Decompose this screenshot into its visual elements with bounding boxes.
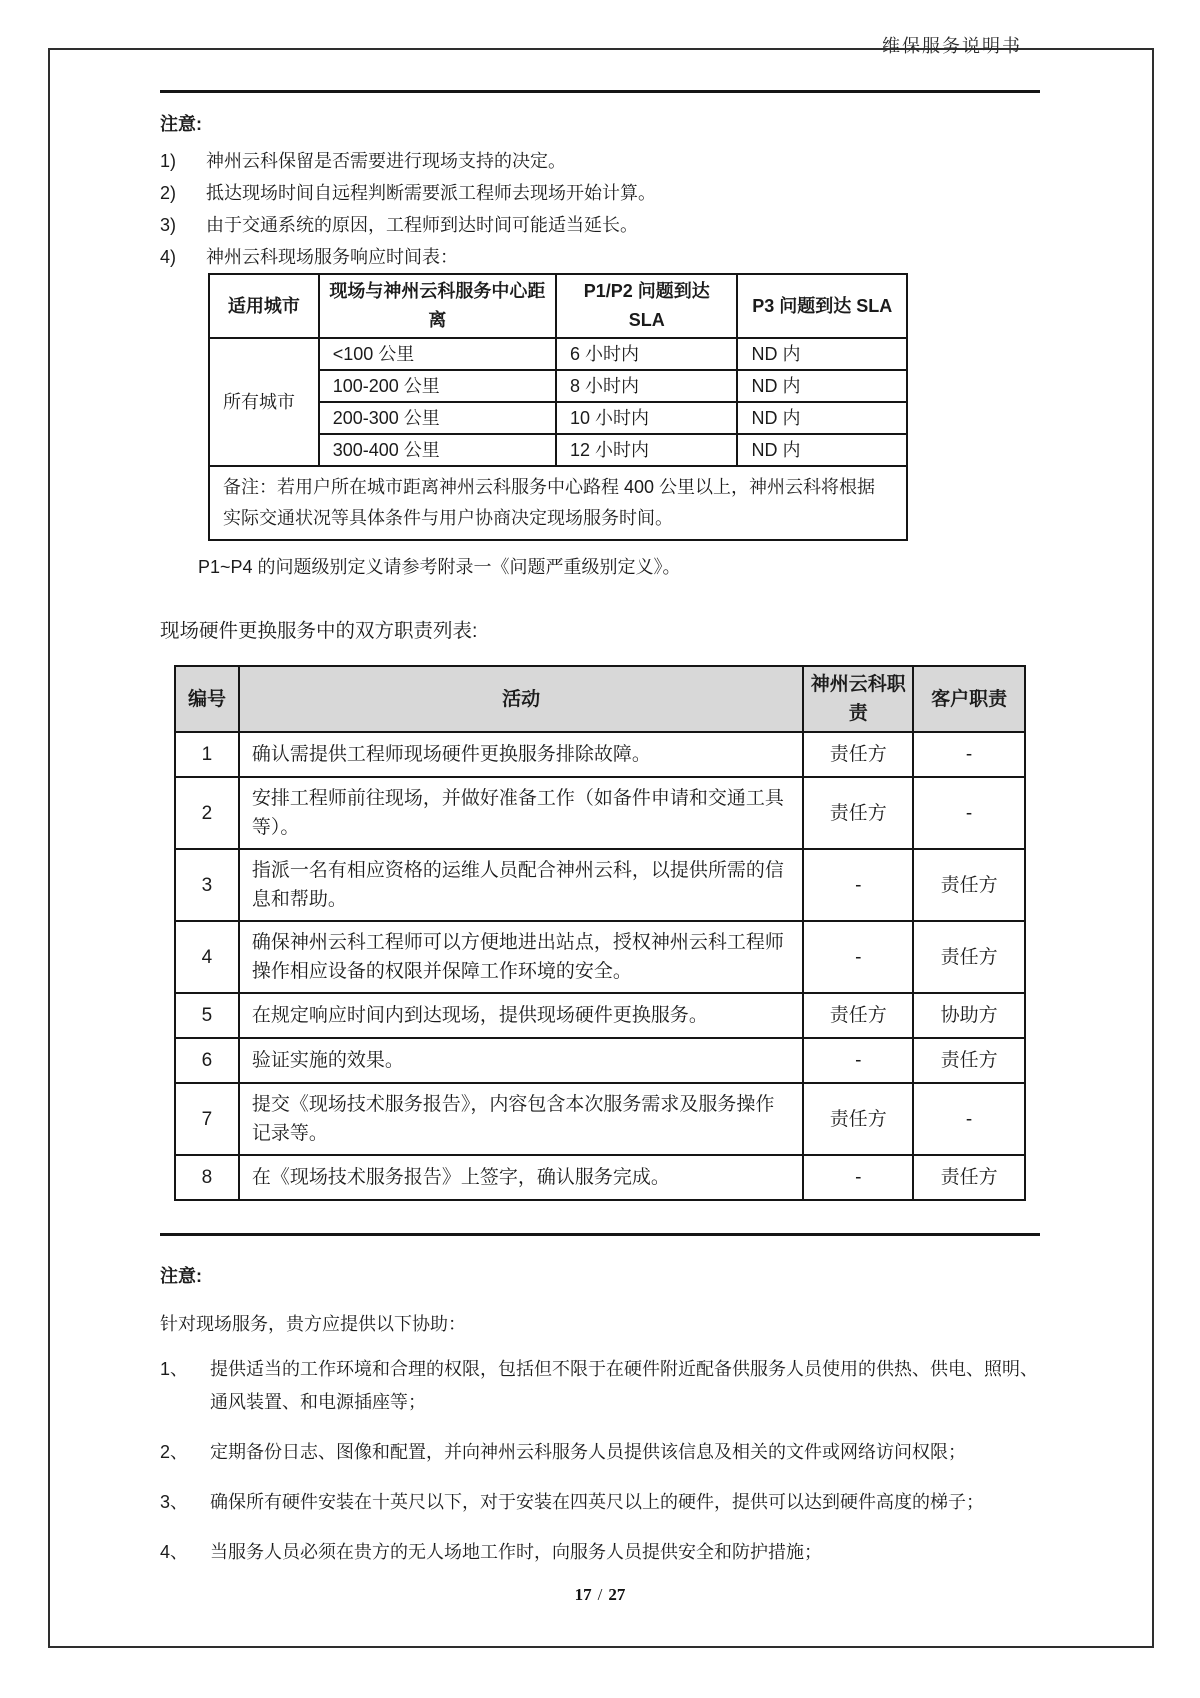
row-number-cell: 7 xyxy=(175,1083,239,1155)
city-group-cell: 所有城市 xyxy=(209,338,319,466)
customer-role-cell: - xyxy=(913,732,1025,777)
vendor-role-cell: 责任方 xyxy=(803,993,913,1038)
activity-cell: 指派一名有相应资格的运维人员配合神州云科，以提供所需的信息和帮助。 xyxy=(239,849,803,921)
list-item-text: 抵达现场时间自远程判断需要派工程师去现场开始计算。 xyxy=(206,183,656,203)
vendor-role-cell: - xyxy=(803,921,913,993)
table-row xyxy=(175,1038,1025,1083)
notice-bottom-label: 注意: xyxy=(160,1266,202,1286)
table-row xyxy=(175,1155,1025,1200)
row-number-cell: 8 xyxy=(175,1155,239,1200)
distance-cell: 300-400 公里 xyxy=(319,434,556,466)
list-item-number: 2) xyxy=(160,183,177,203)
header-divider-line xyxy=(160,90,1040,93)
current-page-number: 17 xyxy=(574,1585,592,1604)
customer-role-cell: 协助方 xyxy=(913,993,1025,1038)
sla-response-table xyxy=(208,273,908,541)
distance-cell: 200-300 公里 xyxy=(319,402,556,434)
document-header xyxy=(160,0,1040,58)
customer-role-cell: 责任方 xyxy=(913,1155,1025,1200)
list-item-text: 神州云科现场服务响应时间表： xyxy=(206,247,458,267)
list-item-text: 当服务人员必须在贵方的无人场地工作时，向服务人员提供安全和防护措施； xyxy=(210,1542,822,1562)
p1p2-sla-cell: 10 小时内 xyxy=(556,402,738,434)
list-item-number: 1) xyxy=(160,151,177,171)
responsibility-section-title: 现场硬件更换服务中的双方职责列表: xyxy=(160,620,478,642)
p1p2-sla-cell: 8 小时内 xyxy=(556,370,738,402)
list-item xyxy=(160,1353,1040,1419)
notice-top-list xyxy=(160,145,1040,273)
p3-sla-cell: ND 内 xyxy=(737,434,907,466)
vendor-role-cell: - xyxy=(803,849,913,921)
list-item-number: 1、 xyxy=(160,1359,189,1379)
activity-cell: 确保神州云科工程师可以方便地进出站点，授权神州云科工程师操作相应设备的权限并保障工作环境的安全。 xyxy=(239,921,803,993)
section-divider-line xyxy=(160,1233,1040,1236)
list-item xyxy=(160,1436,1040,1469)
activity-cell: 验证实施的效果。 xyxy=(239,1038,803,1083)
page-number-separator: / xyxy=(597,1585,603,1604)
customer-role-cell: - xyxy=(913,1083,1025,1155)
p3-sla-cell: ND 内 xyxy=(737,402,907,434)
column-header-distance: 现场与神州云科服务中心距离 xyxy=(319,274,556,338)
distance-cell: <100 公里 xyxy=(319,338,556,370)
page-footer xyxy=(160,1585,1040,1605)
table-row xyxy=(175,732,1025,777)
document-content xyxy=(160,0,1040,1605)
list-item-number: 4、 xyxy=(160,1542,189,1562)
list-item xyxy=(160,209,1040,241)
row-number-cell: 6 xyxy=(175,1038,239,1083)
table-row xyxy=(175,1083,1025,1155)
column-header-city: 适用城市 xyxy=(209,274,319,338)
activity-cell: 安排工程师前往现场，并做好准备工作（如备件申请和交通工具等）。 xyxy=(239,777,803,849)
column-header-p1p2: P1/P2 问题到达 SLA xyxy=(556,274,738,338)
list-item xyxy=(160,145,1040,177)
row-number-cell: 1 xyxy=(175,732,239,777)
column-header-activity: 活动 xyxy=(239,666,803,732)
list-item-text: 神州云科保留是否需要进行现场支持的决定。 xyxy=(206,151,566,171)
remark-cell: 备注：若用户所在城市距离神州云科服务中心路程 400 公里以上，神州云科将根据实际交通状况等具体条件与用户协商决定现场服务时间。 xyxy=(209,466,907,540)
row-number-cell: 4 xyxy=(175,921,239,993)
table-header-row xyxy=(209,274,907,338)
table-row xyxy=(209,338,907,370)
vendor-role-cell: 责任方 xyxy=(803,732,913,777)
column-header-customer: 客户职责 xyxy=(913,666,1025,732)
table-row xyxy=(175,921,1025,993)
header-title: 维保服务说明书 xyxy=(882,36,1022,56)
customer-role-cell: 责任方 xyxy=(913,921,1025,993)
distance-cell: 100-200 公里 xyxy=(319,370,556,402)
activity-cell: 在规定响应时间内到达现场，提供现场硬件更换服务。 xyxy=(239,993,803,1038)
table-row xyxy=(175,993,1025,1038)
list-item-text: 确保所有硬件安装在十英尺以下，对于安装在四英尺以上的硬件，提供可以达到硬件高度的梯子； xyxy=(210,1492,984,1512)
list-item-number: 3) xyxy=(160,215,177,235)
table-header-row xyxy=(175,666,1025,732)
list-item-number: 3、 xyxy=(160,1492,189,1512)
p1p2-sla-cell: 6 小时内 xyxy=(556,338,738,370)
activity-cell: 提交《现场技术服务报告》，内容包含本次服务需求及服务操作记录等。 xyxy=(239,1083,803,1155)
table-remark-row xyxy=(209,466,907,540)
vendor-role-cell: 责任方 xyxy=(803,1083,913,1155)
responsibility-table xyxy=(174,665,1026,1201)
row-number-cell: 3 xyxy=(175,849,239,921)
customer-role-cell: 责任方 xyxy=(913,1038,1025,1083)
list-item xyxy=(160,1536,1040,1569)
list-item xyxy=(160,177,1040,209)
vendor-role-cell: - xyxy=(803,1038,913,1083)
vendor-role-cell: 责任方 xyxy=(803,777,913,849)
total-page-number: 27 xyxy=(608,1585,626,1604)
table-row xyxy=(175,849,1025,921)
list-item-text: 提供适当的工作环境和合理的权限，包括但不限于在硬件附近配备供服务人员使用的供热、供电、照明、通风装置、和电源插座等； xyxy=(210,1359,1038,1412)
column-header-vendor: 神州云科职责 xyxy=(803,666,913,732)
vendor-role-cell: - xyxy=(803,1155,913,1200)
severity-definition-note: P1~P4 的问题级别定义请参考附录一《问题严重级别定义》。 xyxy=(198,557,681,577)
p3-sla-cell: ND 内 xyxy=(737,370,907,402)
list-item xyxy=(160,241,1040,273)
column-header-no: 编号 xyxy=(175,666,239,732)
customer-role-cell: 责任方 xyxy=(913,849,1025,921)
table-row xyxy=(175,777,1025,849)
list-item-text: 定期备份日志、图像和配置，并向神州云科服务人员提供该信息及相关的文件或网络访问权限； xyxy=(210,1442,966,1462)
customer-role-cell: - xyxy=(913,777,1025,849)
list-item-number: 4) xyxy=(160,247,177,267)
notice-bottom-list xyxy=(160,1353,1040,1569)
list-item-number: 2、 xyxy=(160,1442,189,1462)
p1p2-sla-cell: 12 小时内 xyxy=(556,434,738,466)
p3-sla-cell: ND 内 xyxy=(737,338,907,370)
list-item xyxy=(160,1486,1040,1519)
notice-bottom-intro: 针对现场服务，贵方应提供以下协助： xyxy=(160,1314,466,1334)
activity-cell: 在《现场技术服务报告》上签字，确认服务完成。 xyxy=(239,1155,803,1200)
row-number-cell: 2 xyxy=(175,777,239,849)
row-number-cell: 5 xyxy=(175,993,239,1038)
activity-cell: 确认需提供工程师现场硬件更换服务排除故障。 xyxy=(239,732,803,777)
column-header-p3: P3 问题到达 SLA xyxy=(737,274,907,338)
notice-top-label: 注意: xyxy=(160,114,202,134)
list-item-text: 由于交通系统的原因，工程师到达时间可能适当延长。 xyxy=(206,215,638,235)
